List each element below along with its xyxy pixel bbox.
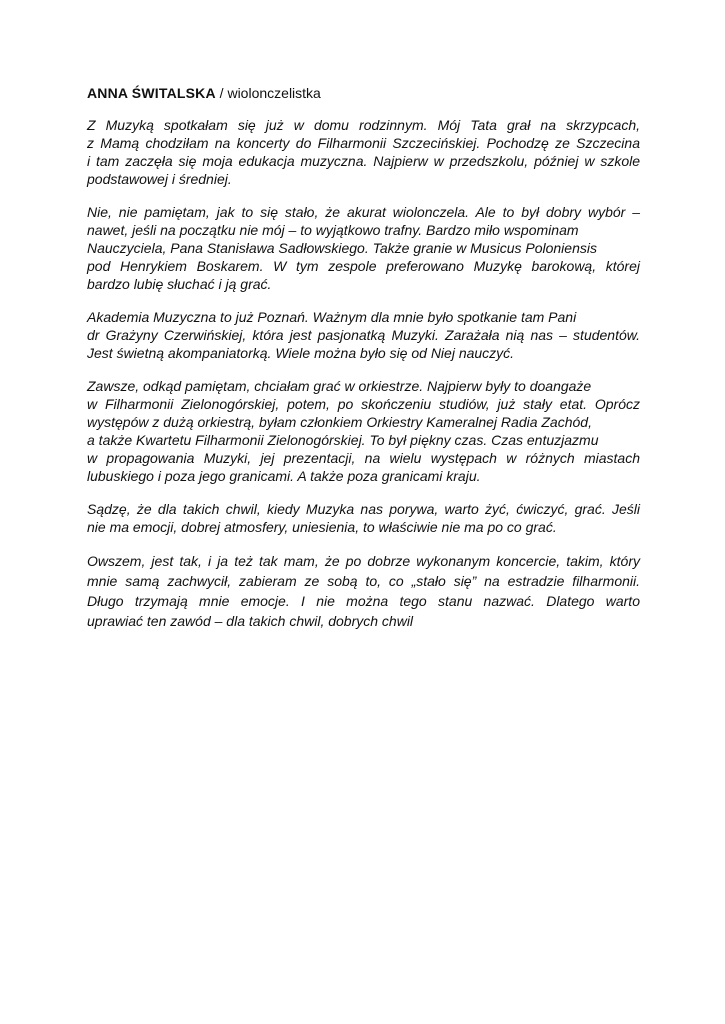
paragraph-3 — [87, 308, 640, 362]
paragraph-line: uprawiać ten zawód – dla takich chwil, dobrych chwil — [87, 613, 414, 629]
paragraph-line: występów z dużą orkiestrą, byłam członkiem Orkiestry Kameralnej Radia Zachód, — [87, 414, 592, 430]
paragraph-line: Nauczyciela, Pana Stanisława Sadłowskiego. Także granie w Musicus Poloniensis — [87, 240, 597, 256]
paragraph-line: w propagowania Muzyki, jej prezentacji, na wielu występach w różnych miastach — [87, 450, 640, 466]
author-role: / wiolonczelistka — [215, 85, 321, 101]
paragraph-line: mnie samą zachwycił, zabieram ze sobą to, co „stało się” na estradzie filharmonii. — [87, 573, 640, 589]
paragraph-line: Jest świetną akompaniatorką. Wiele można było się od Niej nauczyć. — [87, 345, 515, 361]
paragraph-line: a także Kwartetu Filharmonii Zielonogórskiej. To był piękny czas. Czas entuzjazmu — [87, 432, 599, 448]
paragraph-line: podstawowej i średniej. — [87, 171, 232, 187]
paragraph-line: nie ma emocji, dobrej atmosfery, uniesienia, to właściwie nie ma po co grać. — [87, 519, 557, 535]
paragraph-line: dr Grażyny Czerwińskiej, która jest pasjonatką Muzyki. Zarażała nią nas – studentów. — [87, 327, 640, 343]
paragraph-line: Sądzę, że dla takich chwil, kiedy Muzyka nas porywa, warto żyć, ćwiczyć, grać. Jeśli — [87, 501, 640, 517]
paragraph-line: pod Henrykiem Boskarem. W tym zespole preferowano Muzykę barokową, której — [87, 258, 640, 274]
paragraph-1 — [87, 116, 640, 188]
paragraph-line: bardzo lubię słuchać i ją grać. — [87, 276, 272, 292]
paragraph-line: Akademia Muzyczna to już Poznań. Ważnym dla mnie było spotkanie tam Pani — [87, 309, 577, 325]
paragraph-line: Długo trzymają mnie emocje. I nie można tego stanu nazwać. Dlatego warto — [87, 593, 640, 609]
paragraph-4 — [87, 377, 640, 485]
paragraph-line: Z Muzyką spotkałam się już w domu rodzinnym. Mój Tata grał na skrzypcach, — [87, 117, 640, 133]
paragraph-line: i tam zaczęła się moja edukacja muzyczna. Najpierw w przedszkolu, później w szkole — [87, 153, 640, 169]
paragraph-5 — [87, 500, 640, 536]
paragraph-line: z Mamą chodziłam na koncerty do Filharmonii Szczecińskiej. Pochodzę ze Szczecina — [87, 135, 640, 151]
paragraph-line: Owszem, jest tak, i ja też tak mam, że po dobrze wykonanym koncercie, takim, który — [87, 553, 640, 569]
author-name: ANNA ŚWITALSKA — [87, 85, 216, 101]
paragraph-2 — [87, 203, 640, 293]
paragraph-line: w Filharmonii Zielonogórskiej, potem, po skończeniu studiów, już stały etat. Oprócz — [87, 396, 640, 412]
paragraph-line: Zawsze, odkąd pamiętam, chciałam grać w orkiestrze. Najpierw były to doangaże — [87, 378, 592, 394]
paragraph-6 — [87, 551, 640, 631]
document-body — [87, 84, 640, 646]
paragraph-line: nawet, jeśli na początku nie mój – to wyjątkowo trafny. Bardzo miło wspominam — [87, 222, 579, 238]
paragraph-line: lubuskiego i poza jego granicami. A także poza granicami kraju. — [87, 468, 481, 484]
author-heading — [87, 84, 640, 102]
paragraph-line: Nie, nie pamiętam, jak to się stało, że akurat wiolonczela. Ale to był dobry wybór – — [87, 204, 640, 220]
